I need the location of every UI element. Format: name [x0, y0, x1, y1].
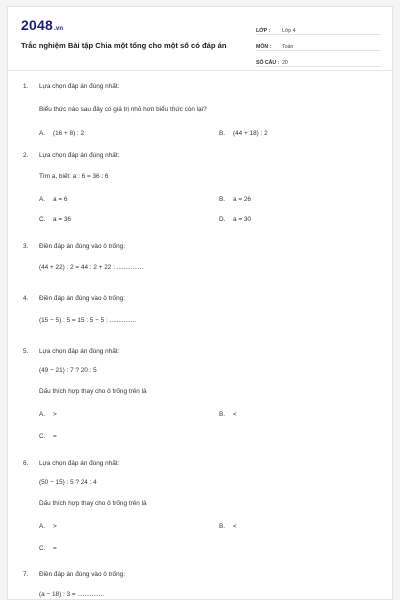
option-a[interactable]	[39, 523, 57, 530]
option-letter: C.	[39, 433, 46, 440]
meta-label: SỐ CÂU :	[256, 60, 280, 66]
option-d[interactable]	[219, 216, 251, 223]
option-letter: A.	[39, 523, 46, 530]
question-line: Tìm a, biết: a : 6 = 36 : 6	[39, 173, 109, 180]
question-line: Biểu thức nào sau đây có giá trị nhỏ hơn biểu thức còn lại?	[39, 106, 207, 113]
question-line: (50 − 15) : 5 ? 24 : 4	[39, 479, 97, 486]
question-line: Dấu thích hợp thay cho ô trống trên là	[39, 500, 147, 507]
meta-value: Toán	[282, 44, 294, 50]
option-text: =	[53, 433, 57, 440]
meta-value: Lớp 4	[282, 28, 296, 34]
question-line: Dấu thích hợp thay cho ô trống trên là	[39, 388, 147, 395]
meta-label: LỚP :	[256, 28, 271, 34]
option-a[interactable]	[39, 411, 57, 418]
logo-suffix: .vn	[53, 26, 64, 32]
option-text: >	[53, 523, 57, 530]
option-letter: C.	[39, 545, 46, 552]
option-letter: A.	[39, 130, 46, 137]
option-text: <	[233, 523, 237, 530]
question-line: (15 − 5) : 5 = 15 : 5 − 5 : ...............	[39, 317, 137, 324]
option-c[interactable]	[39, 433, 57, 440]
option-text: a = 6	[53, 196, 68, 203]
option-text: =	[53, 545, 57, 552]
meta-row-count	[256, 51, 380, 67]
worksheet-title: Trắc nghiệm Bài tập Chia một tổng cho một số có đáp án	[21, 41, 227, 50]
question-prompt: Điền đáp án đúng vào ô trống:	[39, 295, 125, 302]
option-text: (16 + 8) : 2	[53, 130, 85, 137]
option-letter: A.	[39, 196, 46, 203]
question-number: 3.	[23, 243, 29, 250]
question-prompt: Lựa chọn đáp án đúng nhất:	[39, 460, 120, 467]
question-line: (a − 18) : 3 = ...............	[39, 591, 104, 598]
question-number: 6.	[23, 460, 29, 467]
site-logo[interactable]	[21, 17, 63, 33]
question-line: (44 + 22) : 2 = 44 : 2 + 22 : ...............	[39, 264, 144, 271]
option-letter: B.	[219, 130, 226, 137]
question-prompt: Điền đáp án đúng vào ô trống:	[39, 571, 125, 578]
option-text: <	[233, 411, 237, 418]
worksheet-page	[7, 6, 393, 600]
question-number: 7.	[23, 571, 29, 578]
question-number: 2.	[23, 152, 29, 159]
option-letter: B.	[219, 196, 226, 203]
option-text: a = 30	[233, 216, 251, 223]
option-b[interactable]	[219, 130, 268, 137]
meta-label: MÔN :	[256, 44, 272, 50]
worksheet-meta	[256, 19, 380, 67]
worksheet-header	[8, 7, 392, 71]
option-letter: A.	[39, 411, 46, 418]
option-a[interactable]	[39, 196, 67, 203]
question-number: 4.	[23, 295, 29, 302]
option-letter: B.	[219, 523, 226, 530]
question-prompt: Lựa chọn đáp án đúng nhất:	[39, 348, 120, 355]
question-prompt: Điền đáp án đúng vào ô trống:	[39, 243, 125, 250]
question-prompt: Lựa chọn đáp án đúng nhất:	[39, 152, 120, 159]
option-a[interactable]	[39, 130, 84, 137]
option-letter: C.	[39, 216, 46, 223]
meta-row-grade	[256, 19, 380, 35]
option-b[interactable]	[219, 411, 237, 418]
question-line: (49 − 21) : 7 ? 20 : 5	[39, 367, 97, 374]
question-number: 5.	[23, 348, 29, 355]
question-prompt: Lựa chọn đáp án đúng nhất:	[39, 83, 120, 90]
option-c[interactable]	[39, 216, 71, 223]
meta-row-subject	[256, 35, 380, 51]
option-text: >	[53, 411, 57, 418]
option-b[interactable]	[219, 523, 237, 530]
question-number: 1.	[23, 83, 29, 90]
meta-value: 20	[282, 60, 288, 66]
option-b[interactable]	[219, 196, 251, 203]
logo-text: 2048	[21, 17, 53, 33]
option-text: a = 36	[53, 216, 71, 223]
option-text: (44 + 18) : 2	[233, 130, 268, 137]
option-letter: D.	[219, 216, 226, 223]
option-c[interactable]	[39, 545, 57, 552]
option-text: a = 26	[233, 196, 251, 203]
option-letter: B.	[219, 411, 226, 418]
